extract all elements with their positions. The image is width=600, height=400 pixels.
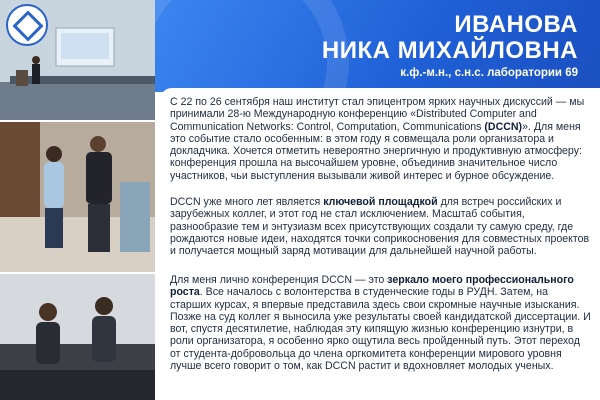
person-surname: ИВАНОВА <box>454 11 578 38</box>
paragraph-growth <box>170 274 592 372</box>
p2-text-a: DCCN уже много лет является <box>170 196 324 208</box>
discussion-illustration <box>0 122 155 272</box>
decorative-swirl <box>155 0 349 92</box>
conference-photo-audience <box>0 274 155 400</box>
p3-text-a: Для меня лично конференция DCCN — это <box>170 274 388 286</box>
p1-bold-a: (DCCN) <box>484 120 523 133</box>
p2-bold-a: ключевой площадкой <box>323 196 438 208</box>
paragraph-intro <box>170 96 592 182</box>
paragraph-platform <box>170 196 592 257</box>
audience-illustration <box>0 274 155 400</box>
university-emblem-icon <box>6 4 48 46</box>
header-bar <box>155 0 600 92</box>
person-given-names: НИКА МИХАЙЛОВНА <box>321 37 578 64</box>
p2-text-b: для встреч российских и зарубежных коллег, и этот год не стал исключением. Масштаб события, разнообразие тем и энтузиазм всех присутствующих создали ту самую среду, где рождаются новые идеи, находятся точки соприкосновения для совместных проектов и получается мощный заряд мотивации для дальнейшей научной работы. <box>170 196 590 258</box>
p1-text-a: С 22 по 26 сентября наш институт стал эпицентром ярких научных дискуссий — мы принимали 28-ю Международную конференцию «Distributed Computer and Communication Networks: Control, Computation, Communications <box>170 96 585 133</box>
p3-bold-a: зеркало моего профессионального роста <box>170 274 574 299</box>
p3-text-b: . Все началось с волонтерства в студенческие годы в РУДН. Затем, на старших курсах, я впервые представила здесь свои скромные научные изыскания. Позже на суд коллег я выносила уже результаты своей кандидатской диссертации. И вот, спустя десятилетие, наблюдая эту кипящую жизнью конференцию изнутри, в роли организатора, я особенно ярко ощутила весь пройденный путь. Этот переход от студента-добровольца до члена оргкомитета конференции мирового уровня лучше всего говорит о том, как DCCN растит и вдохновляет молодых ученых. <box>170 286 591 373</box>
p1-text-b: ». Для меня это событие стало особенным: в этом году я совмещала роли организатора и докладчика. Хочется отметить невероятно энергичную и продуктивную атмосферу: конференция прошла на высочайшем уровне, объединив значительное число участников, чьи выступления вызывали живой интерес и бурное обсуждение. <box>170 120 582 182</box>
person-degree: к.ф.-м.н., с.н.с. лаборатории 69 <box>400 67 578 79</box>
conference-photo-hall <box>0 0 155 120</box>
text-card <box>160 88 600 400</box>
conference-photo-discussion <box>0 122 155 272</box>
